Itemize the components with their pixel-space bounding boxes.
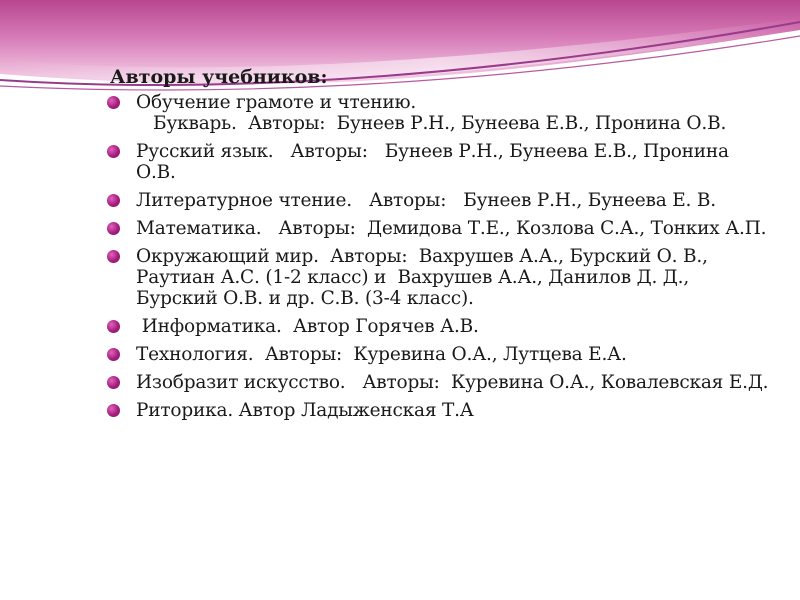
list-item-text: Окружающий мир. Авторы: Вахрушев А.А., Бурский О. В., Раутиан А.С. (1-2 класс) и Вахрушев А.А., Данилов Д. Д., Бурский О.В. и др. С.В. (3-4 класс). [136, 246, 714, 309]
content-area [104, 66, 774, 428]
list-item-text: Математика. Авторы: Демидова Т.Е., Козлова С.А., Тонких А.П. [136, 218, 767, 239]
list-item-text: Информатика. Автор Горячев А.В. [136, 316, 479, 337]
bullet-dot-icon [107, 96, 120, 109]
list-item [104, 316, 774, 337]
list-item [104, 372, 774, 393]
list-item-text: Обучение грамоте и чтению. Букварь. Авторы: Бунеев Р.Н., Бунеева Е.В., Пронина О.В. [136, 92, 727, 134]
list-item-text: Литературное чтение. Авторы: Бунеев Р.Н., Бунеева Е. В. [136, 190, 716, 211]
bullet-dot-icon [107, 376, 120, 389]
list-item-text: Русский язык. Авторы: Бунеев Р.Н., Бунеева Е.В., Пронина О.В. [136, 141, 735, 183]
bullet-dot-icon [107, 145, 120, 158]
list-item [104, 92, 774, 134]
bullet-dot-icon [107, 222, 120, 235]
bullet-dot-icon [107, 348, 120, 361]
list-item [104, 344, 774, 365]
list-item-text: Технология. Авторы: Куревина О.А., Лутцева Е.А. [136, 344, 627, 365]
list-item [104, 400, 774, 421]
bullet-dot-icon [107, 320, 120, 333]
list-item [104, 190, 774, 211]
bullet-dot-icon [107, 194, 120, 207]
bullet-dot-icon [107, 404, 120, 417]
bullet-dot-icon [107, 250, 120, 263]
list-item [104, 141, 774, 183]
slide-heading: Авторы учебников: [110, 66, 328, 88]
list-item [104, 218, 774, 239]
list-item-text: Изобразит искусство. Авторы: Куревина О.А., Ковалевская Е.Д. [136, 372, 769, 393]
authors-list [104, 92, 774, 421]
list-item-text: Риторика. Автор Ладыженская Т.А [136, 400, 474, 421]
list-item [104, 246, 774, 309]
